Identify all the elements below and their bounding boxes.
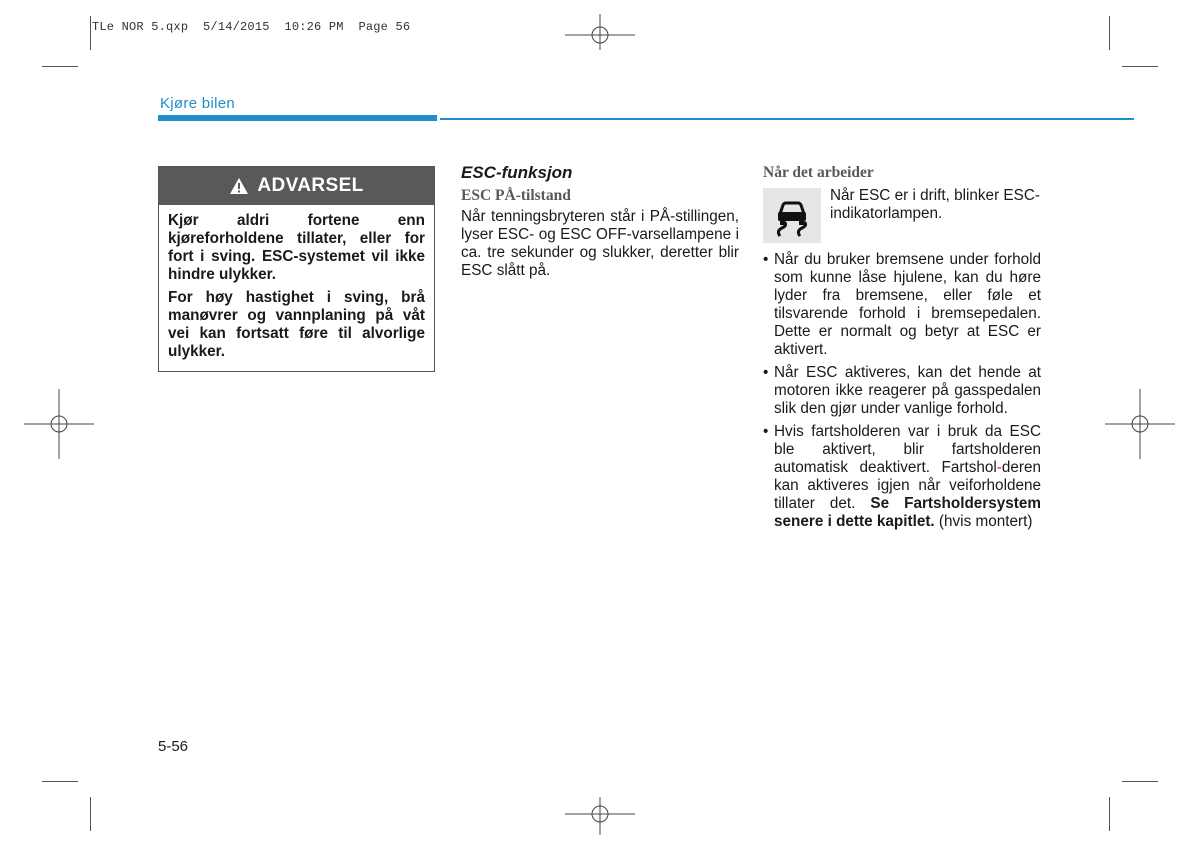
- header-rule: [440, 118, 1134, 120]
- esc-subheading: ESC PÅ-tilstand: [461, 187, 571, 204]
- working-heading: Når det arbeider: [763, 164, 874, 181]
- crop-mark: [1122, 781, 1158, 782]
- esc-indicator-text: Når ESC er i drift, blinker ESC- indikatorlampen.: [830, 187, 1040, 222]
- warning-title: ADVARSEL: [257, 175, 364, 196]
- bullet-text: Hvis fartsholderen var i bruk da ESC ble aktivert, blir fartsholderen automatisk deaktivert. Fartshol-deren kan aktiveres igjen når veiforholdene tillater det. Se Fartsholdersystem senere i dette kapitlet. (hvis montert): [774, 423, 1041, 530]
- list-item: • Hvis fartsholderen var i bruk da ESC ble aktivert, blir fartsholderen automatisk deaktivert. Fartshol-deren kan aktiveres igjen når veiforholdene tillater det. Se Fartsholdersystem senere i dette kapitlet. (hvis montert): [763, 423, 1041, 530]
- warning-paragraph: Kjør aldri fortene enn kjøreforholdene tillater, eller for fort i sving. ESC-systemet vil ikke hindre ulykker.: [168, 212, 425, 283]
- crop-mark: [1109, 797, 1110, 831]
- list-item: • Når du bruker bremsene under forhold som kunne låse hjulene, kan du høre lyder fra bremsene, eller føle et tilsvarende forhold i bremsepedalen. Dette er normalt og betyr at ESC er aktivert.: [763, 251, 1041, 358]
- esc-body: Når tenningsbryteren står i PÅ-stillingen, lyser ESC- og ESC OFF-varsellampene i ca. tre sekunder og slukker, deretter blir ESC slått på.: [461, 208, 739, 279]
- esc-indicator: [763, 188, 821, 243]
- crop-mark: [42, 66, 78, 67]
- section-title: Kjøre bilen: [160, 95, 235, 112]
- print-header: TLe NOR 5.qxp 5/14/2015 10:26 PM Page 56: [92, 20, 411, 34]
- warning-triangle-icon: [229, 177, 249, 195]
- header-bar: [158, 115, 437, 121]
- bullet-text: Når du bruker bremsene under forhold som kunne låse hjulene, kan du høre lyder fra bremsene, eller føle et tilsvarende forhold i bremsepedalen. Dette er normalt og betyr at ESC er aktivert.: [774, 251, 1041, 358]
- registration-mark-icon: [565, 0, 635, 70]
- crop-mark: [42, 781, 78, 782]
- registration-mark-icon: [565, 779, 635, 849]
- list-item: • Når ESC aktiveres, kan det hende at motoren ikke reagerer på gasspedalen slik den gjør under vanlige forhold.: [763, 364, 1041, 417]
- hyphen-mark: -: [996, 459, 1002, 476]
- crop-mark: [90, 16, 91, 50]
- warning-header: [159, 167, 434, 205]
- crop-mark: [1122, 66, 1158, 67]
- bullet-text: Når ESC aktiveres, kan det hende at motoren ikke reagerer på gasspedalen slik den gjør under vanlige forhold.: [774, 364, 1041, 417]
- registration-mark-icon: [1105, 389, 1175, 459]
- esc-heading: ESC-funksjon: [461, 163, 573, 182]
- working-list: [763, 251, 1041, 536]
- esc-section: [461, 163, 739, 280]
- crop-mark: [90, 797, 91, 831]
- registration-mark-icon: [24, 389, 94, 459]
- crop-mark: [1109, 16, 1110, 50]
- warning-paragraph: For høy hastighet i sving, brå manøvrer og vannplaning på våt vei kan fortsatt føre til alvorlige ulykker.: [168, 289, 425, 360]
- warning-box: [158, 166, 435, 372]
- cross-reference: Se Fartsholdersystem senere i dette kapitlet.: [774, 495, 1041, 530]
- page-number: 5-56: [158, 738, 189, 755]
- esc-skid-car-icon: [770, 194, 814, 238]
